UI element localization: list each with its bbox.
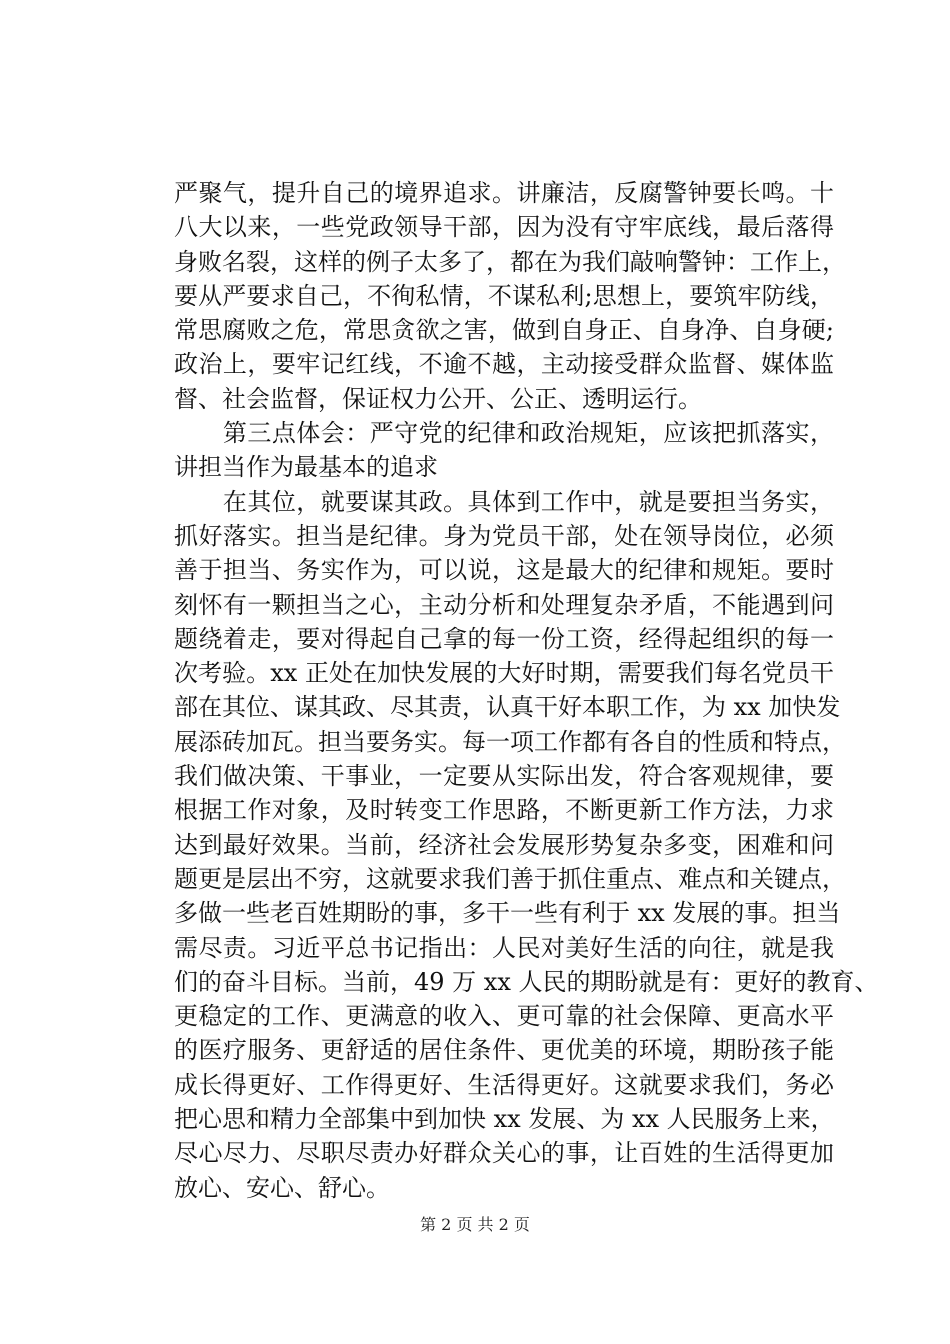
text-line: 题绕着走，要对得起自己拿的每一份工资，经得起组织的每一 [174, 624, 834, 653]
text-line: 尽心尽力、尽职尽责办好群众关心的事，让百姓的生活得更加 [174, 1139, 834, 1168]
body-text [174, 176, 879, 1205]
text-line: 八大以来，一些党政领导干部，因为没有守牢底线，最后落得 [174, 213, 834, 242]
text-line: 善于担当、务实作为，可以说，这是最大的纪律和规矩。要时 [174, 556, 834, 585]
text-line: 在其位，就要谋其政。具体到工作中，就是要担当务实， [174, 487, 834, 516]
text-line: 的医疗服务、更舒适的居住条件、更优美的环境，期盼孩子能 [174, 1036, 834, 1065]
text-line: 部在其位、谋其政、尽其责，认真干好本职工作，为 xx 加快发 [174, 693, 841, 722]
text-line: 讲担当作为最基本的追求 [174, 453, 438, 482]
text-line: 政治上，要牢记红线，不逾不越，主动接受群众监督、媒体监 [174, 350, 834, 379]
text-line: 次考验。xx 正处在加快发展的大好时期，需要我们每名党员干 [174, 659, 834, 688]
text-line: 要从严要求自己，不徇私情，不谋私利;思想上，要筑牢防线， [174, 281, 834, 310]
text-line: 常思腐败之危，常思贪欲之害，做到自身正、自身净、自身硬; [174, 316, 834, 345]
text-line: 放心、安心、舒心。 [174, 1173, 390, 1202]
text-line: 题更是层出不穷，这就要求我们善于抓住重点、难点和关键点， [174, 864, 846, 893]
text-line: 们的奋斗目标。当前，49 万 xx 人民的期盼就是有：更好的教育、 [174, 967, 879, 996]
text-line: 成长得更好、工作得更好、生活得更好。这就要求我们，务必 [174, 1070, 834, 1099]
text-line: 根据工作对象，及时转变工作思路，不断更新工作方法，力求 [174, 796, 834, 825]
text-line: 把心思和精力全部集中到加快 xx 发展、为 xx 人民服务上来， [174, 1105, 835, 1134]
text-line: 身败名裂，这样的例子太多了，都在为我们敲响警钟：工作上， [174, 247, 846, 276]
text-line: 多做一些老百姓期盼的事，多干一些有利于 xx 发展的事。担当 [174, 899, 841, 928]
text-line: 刻怀有一颗担当之心，主动分析和处理复杂矛盾，不能遇到问 [174, 590, 834, 619]
text-line: 更稳定的工作、更满意的收入、更可靠的社会保障、更高水平 [174, 1002, 834, 1031]
text-line: 第三点体会：严守党的纪律和政治规矩，应该把抓落实， [174, 419, 834, 448]
text-line: 达到最好效果。当前，经济社会发展形势复杂多变，困难和问 [174, 830, 834, 859]
text-line: 抓好落实。担当是纪律。身为党员干部，处在领导岗位，必须 [174, 521, 834, 550]
text-line: 严聚气，提升自己的境界追求。讲廉洁，反腐警钟要长鸣。十 [174, 179, 834, 207]
text-line: 督、社会监督，保证权力公开、公正、透明运行。 [174, 384, 702, 413]
text-line: 我们做决策、干事业，一定要从实际出发，符合客观规律，要 [174, 762, 834, 791]
text-line: 需尽责。习近平总书记指出：人民对美好生活的向往，就是我 [174, 933, 834, 962]
page-footer: 第 2 页 共 2 页 [420, 1215, 530, 1234]
text-line: 展添砖加瓦。担当要务实。每一项工作都有各自的性质和特点， [174, 727, 846, 756]
